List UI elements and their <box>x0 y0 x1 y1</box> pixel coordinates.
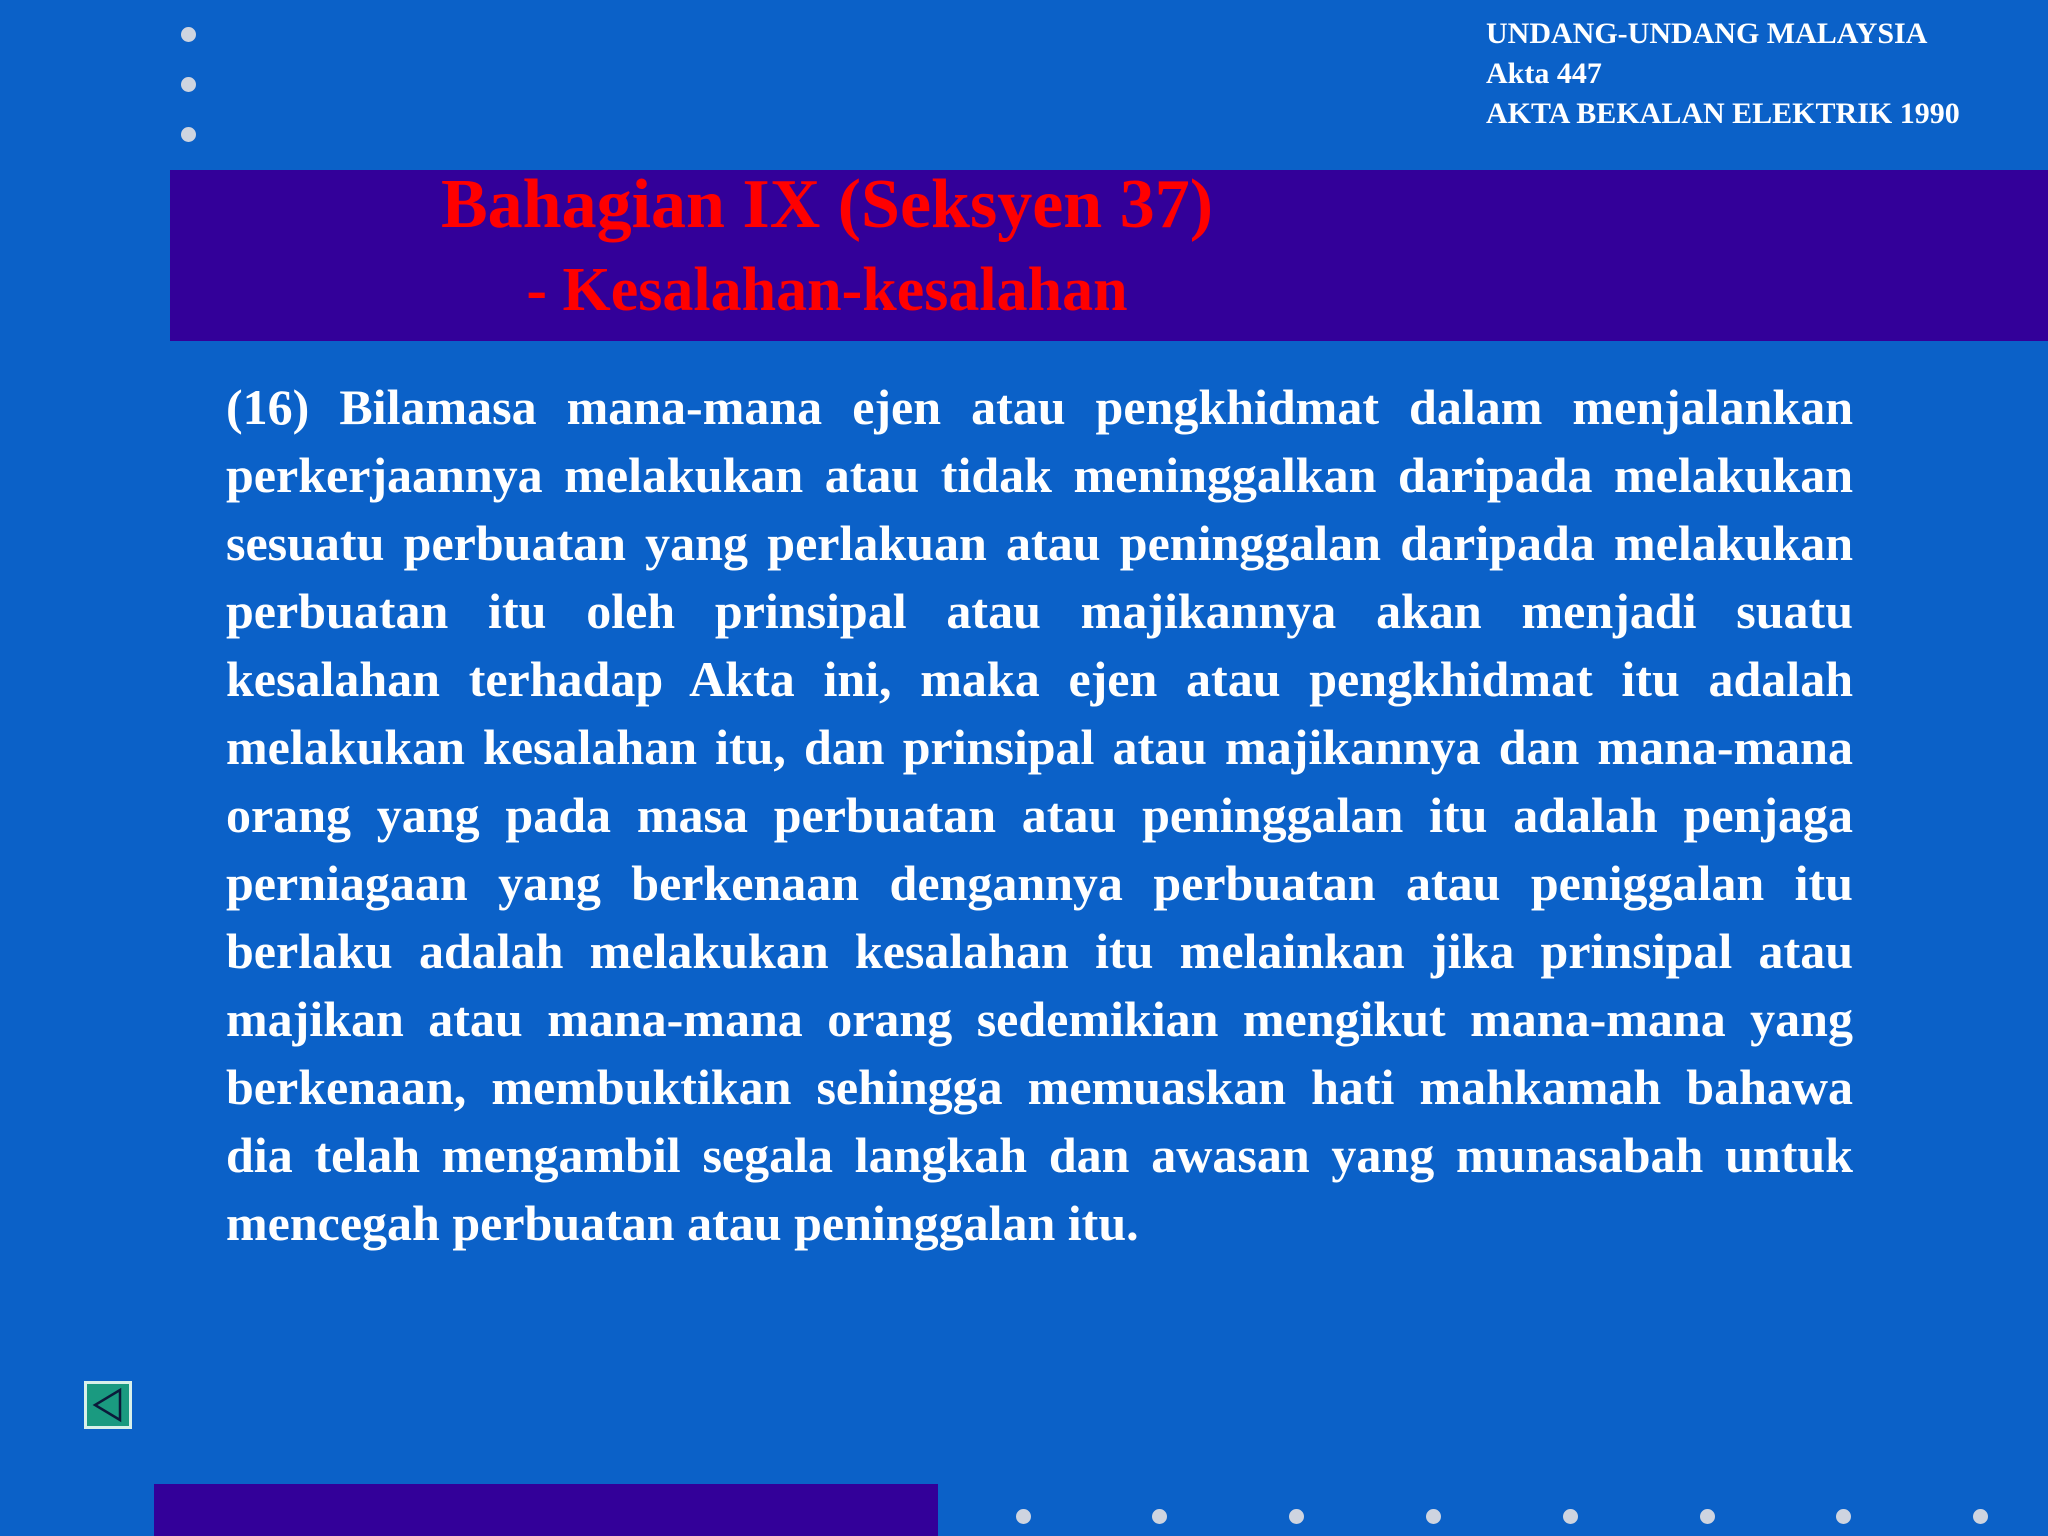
decorative-dot <box>181 127 196 142</box>
decorative-dot <box>181 77 196 92</box>
header-law-title: UNDANG-UNDANG MALAYSIA <box>1486 17 1928 50</box>
header-act-number: Akta 447 <box>1486 57 1602 90</box>
document-header <box>1486 14 1960 134</box>
footer-band <box>154 1484 938 1536</box>
slide-title: Bahagian IX (Seksyen 37) <box>440 166 1214 243</box>
decorative-dot <box>1700 1509 1715 1524</box>
slide-subtitle: - Kesalahan-kesalahan <box>526 256 1128 324</box>
decorative-dot <box>1836 1509 1851 1524</box>
decorative-dot <box>1973 1509 1988 1524</box>
decorative-dot <box>1563 1509 1578 1524</box>
back-arrow-icon <box>87 1384 129 1426</box>
decorative-dot <box>181 27 196 42</box>
decorative-dot <box>1016 1509 1031 1524</box>
decorative-dot <box>1152 1509 1167 1524</box>
header-act-name: AKTA BEKALAN ELEKTRIK 1990 <box>1486 97 1960 130</box>
back-button[interactable] <box>84 1381 132 1429</box>
decorative-dot <box>1289 1509 1304 1524</box>
decorative-dot <box>1426 1509 1441 1524</box>
section-body-text: (16) Bilamasa mana-mana ejen atau pengkhidmat dalam menjalankan perkerjaannya melakukan atau tidak meninggalkan daripada melakukan sesuatu perbuatan yang perlakuan atau peninggalan daripada melakukan perbuatan itu oleh prinsipal atau majikannya akan menjadi suatu kesalahan terhadap Akta ini, maka ejen atau pengkhidmat itu adalah melakukan kesalahan itu, dan prinsipal atau majikannya dan mana-mana orang yang pada masa perbuatan atau peninggalan itu adalah penjaga perniagaan yang berkenaan dengannya perbuatan atau peniggalan itu berlaku adalah melakukan kesalahan itu melainkan jika prinsipal atau majikan atau mana-mana orang sedemikian mengikut mana-mana yang berkenaan, membuktikan sehingga memuaskan hati mahkamah bahawa dia telah mengambil segala langkah dan awasan yang munasabah untuk mencegah perbuatan atau peninggalan itu. <box>226 379 1853 1251</box>
